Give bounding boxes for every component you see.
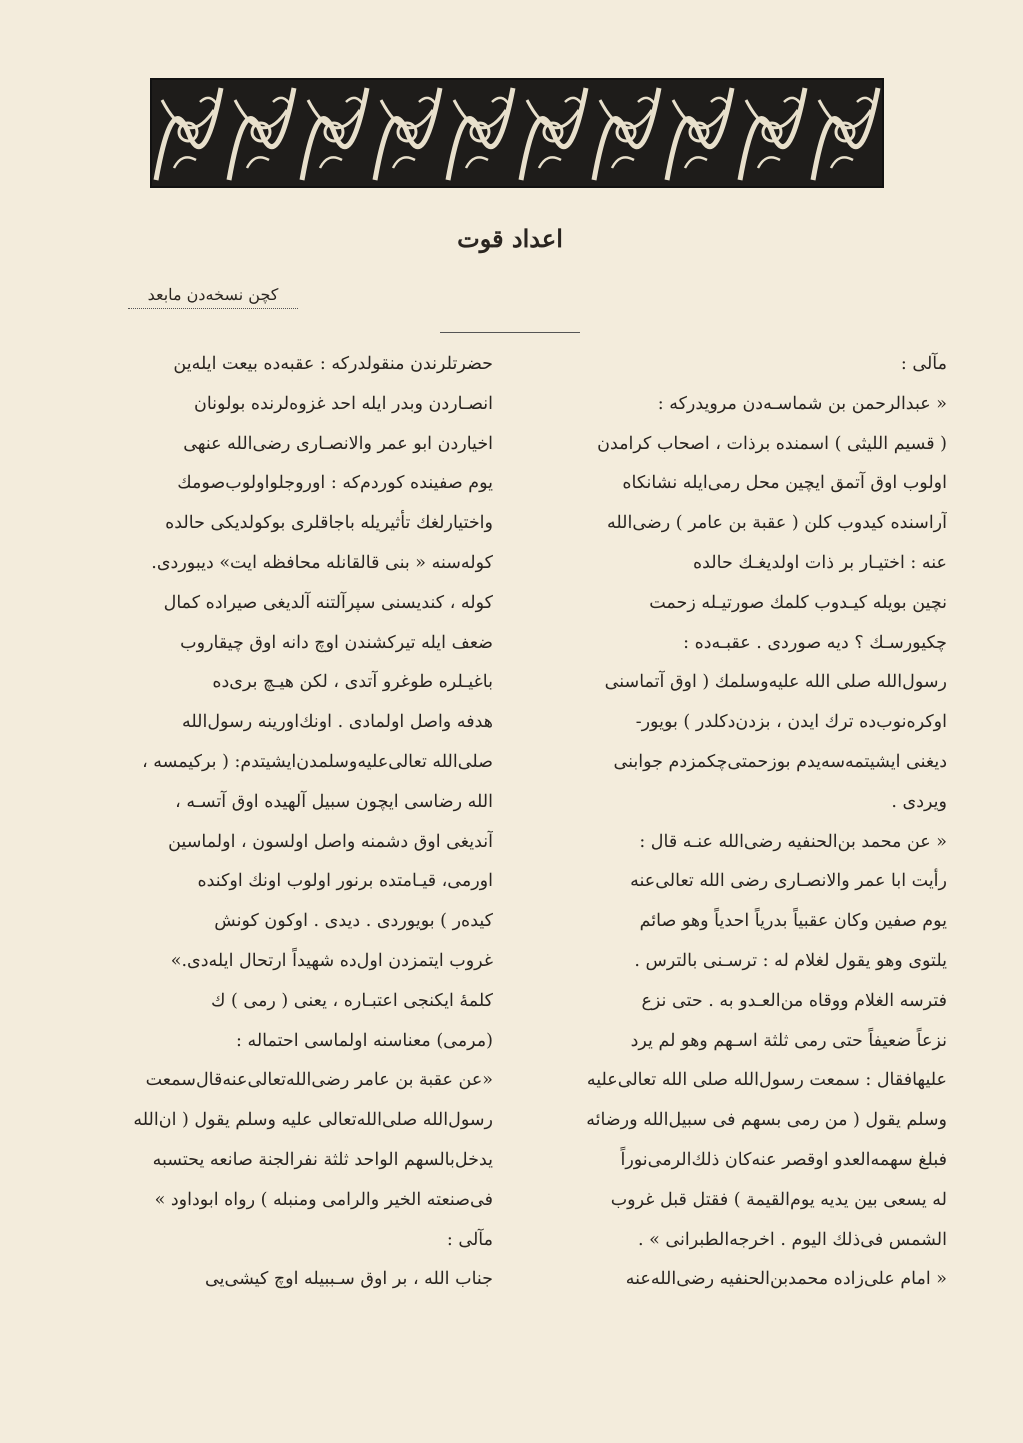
text-line: له یسعی بین یدیه یوم‌القیمة ) فقتل قبل غروب	[610, 1189, 947, 1210]
text-line: نزعاً ضعیفاً حتی رمی ثلثة اسـهم وهو لم یرد	[630, 1030, 947, 1051]
text-line: چکیورسـك ؟ دیه صوردی . عقبـه‌ده :	[683, 632, 947, 653]
text-line: دیغنی ایشیتمه‌سه‌یدم بوزحمتی‌چکمزدم جوابنی	[613, 751, 947, 772]
text-line: رأیت ابا عمر والانصـاری رضی الله تعالی‌عنه	[630, 871, 947, 892]
arabesque-ornament-icon	[152, 80, 882, 186]
text-line: غروب ایتمزدن اول‌ده شهیداً ارتحال ایله‌دی.»	[170, 950, 493, 971]
text-line: « عن محمد بن‌الحنفیه رضی‌الله عنـه قال :	[639, 831, 947, 852]
text-line: صلی‌الله تعالی‌علیه‌وسلمدن‌ایشیتدم: ( برکیمسه ،	[142, 751, 493, 772]
text-line: اولوب اوق آتمق ایچین محل رمی‌ایله نشانکاه	[622, 473, 947, 494]
text-line: الله رضاسی ایچون سبیل آلهیده اوق آتسـه ،	[175, 791, 493, 812]
text-line: فی‌صنعته الخیر والرامی ومنبله ) رواه ابوداود »	[154, 1189, 493, 1210]
text-line: رسول‌الله صلی الله علیه‌وسلمك ( اوق آتماسنی	[604, 672, 947, 693]
text-line: کیده‌ر ) بویوردی . دیدی . اوکون کونش	[214, 911, 493, 932]
text-line: اخیاردن ابو عمر والانصـاری رضی‌الله عنهی	[183, 433, 493, 454]
decorative-header-band	[150, 78, 884, 188]
text-line: «عن عقبة بن عامر رضی‌الله‌تعالی‌عنه‌قال‌سمعت	[145, 1070, 493, 1091]
text-line: فترسه الغلام ووقاه من‌العـدو به . حتی نزع	[641, 990, 947, 1011]
text-line: حضرتلرندن منقولدرکه : عقبه‌ده بیعت ایله‌ین	[173, 354, 493, 374]
text-column-right	[547, 345, 947, 1300]
text-line: باغیـلره طوغرو آتدی ، لکن هیـچ بری‌ده	[212, 672, 493, 693]
text-line: علیهافقال : سمعت رسول‌الله صلی الله تعالی‌علیه	[586, 1070, 947, 1091]
text-line: وسلم یقول ( من رمی بسهم فی سبیل‌الله ورضائه	[586, 1110, 947, 1131]
text-line: انصـاردن وبدر ایله احد غزوه‌لرنده بولونان	[194, 393, 493, 414]
text-line: واختیارلغك تأثیریله باجاقلری بوکولدیکی حالده	[165, 513, 493, 534]
text-line: اورمی، قیـامتده برنور اولوب اونك اوکنده	[197, 871, 493, 892]
text-line: یوم صفینده کوردم‌که : اوروجلواولوب‌صومك	[177, 473, 493, 494]
text-line: مآلی :	[446, 1229, 493, 1250]
text-line: ( قسیم اللیثی ) اسمنده برذات ، اصحاب کرامدن	[597, 433, 947, 454]
text-line: « امام علی‌زاده محمدبن‌الحنفیه رضی‌الله‌عنه	[625, 1269, 947, 1290]
text-line: نچین بویله کیـدوب کلمك صورتیـله زحمت	[649, 592, 947, 613]
text-line: یلتوی وهو یقول لغلام له : ترسـنی بالترس .	[634, 950, 947, 971]
text-line: آندیغی اوق دشمنه واصل اولسون ، اولماسین	[168, 831, 493, 852]
text-line: یدخل‌بالسهم الواحد ثلثة نفرالجنة صانعه یحتسبه	[152, 1149, 493, 1170]
text-line: هدفه واصل اولمادی . اونك‌اورینه رسول‌الله	[181, 712, 493, 733]
text-line: (مرمی) معناسنه اولماسی احتماله :	[235, 1030, 493, 1051]
text-line: کوله‌سنه « بنی قالقانله محافظه ایت» دیبوردی.	[151, 552, 493, 573]
text-line: آراسنده کیدوب کلن ( عقبة بن عامر ) رضی‌الله	[606, 513, 947, 534]
text-line: جناب الله ، بر اوق سـببیله اوچ کیشی‌یی	[205, 1269, 493, 1290]
text-line: ضعف ایله تیرکشندن اوچ دانه اوق چیقاروب	[180, 632, 493, 653]
page-title: اعداد قوت	[457, 224, 563, 253]
text-line: عنه : اختیـار بر ذات اولدیغـك حالده	[692, 552, 947, 573]
text-line: کوله ، کندیسنی سپرآلتنه آلدیغی صیراده کمال	[163, 592, 493, 613]
text-line: اوکره‌نوب‌ده ترك ایدن ، بزدن‌دکلدر ) بویور-	[635, 712, 947, 733]
text-line: ویردی .	[891, 791, 947, 812]
text-line: کلمهٔ ایکنجی اعتبـاره ، یعنی ( رمی ) ك	[211, 990, 493, 1011]
text-line: مآلی :	[900, 354, 947, 374]
text-line: فبلغ سهمه‌العدو اوقصر عنه‌کان ذلك‌الرمی‌نوراً	[620, 1149, 947, 1170]
text-column-left	[88, 345, 493, 1300]
text-line: یوم صفین وکان عقبیاً بدریاً احدیاً وهو صائم	[639, 911, 947, 932]
page-subtitle: کچن نسخه‌دن مابعد	[128, 285, 298, 309]
text-line: الشمس فی‌ذلك الیوم . اخرجه‌الطبرانی » .	[638, 1229, 947, 1250]
divider-line	[440, 332, 580, 333]
text-line: رسول‌الله صلی‌الله‌تعالی علیه وسلم یقول ( ان‌الله	[133, 1110, 493, 1131]
text-line: « عبدالرحمن بن شماسـه‌دن مرویدرکه :	[657, 393, 947, 414]
